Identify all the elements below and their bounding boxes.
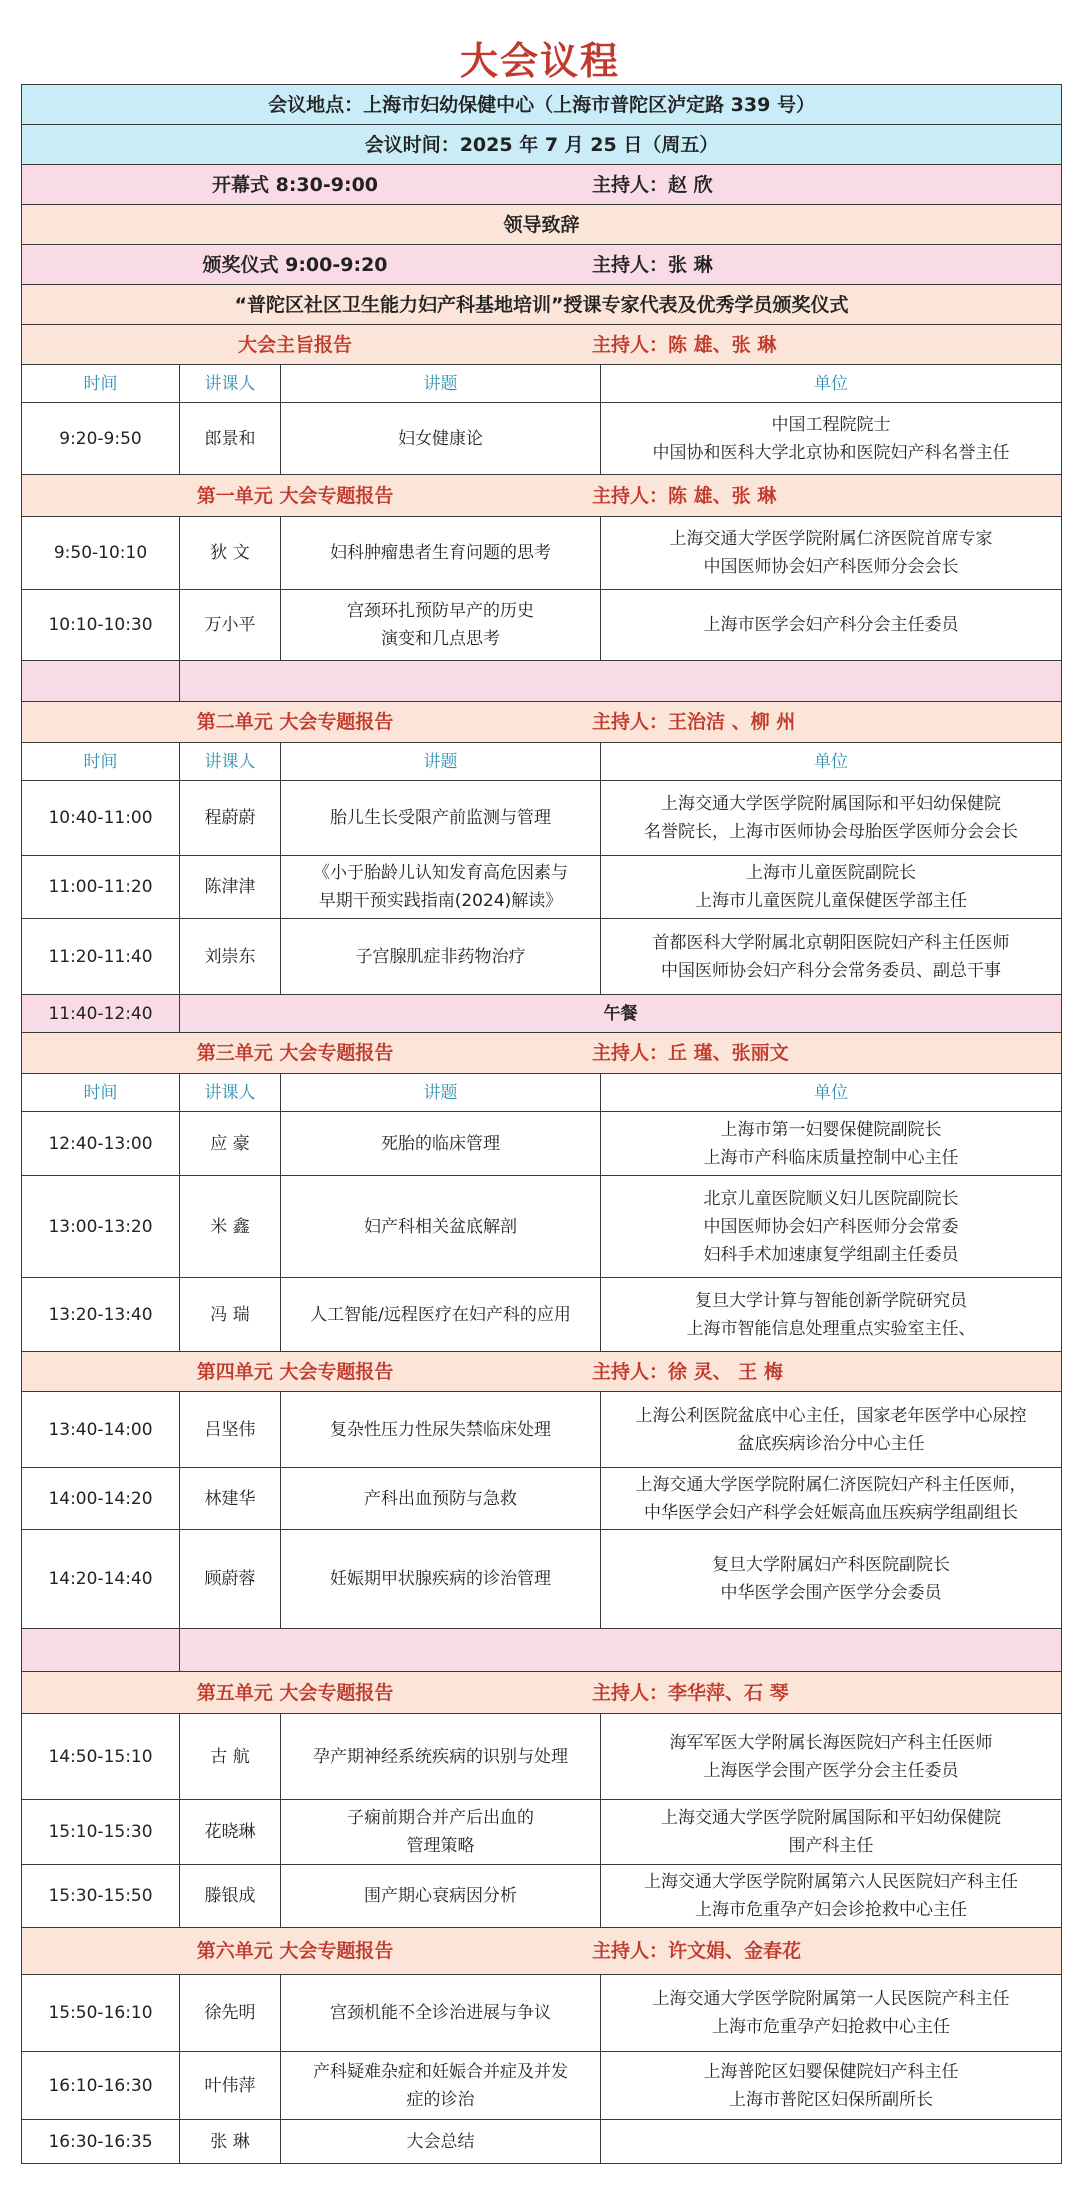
column-header-row: [22, 743, 1062, 781]
talk-topic: 大会总结: [281, 2120, 601, 2164]
talk-org: 北京儿童医院顺义妇儿医院副院长 中国医师协会妇产科医师分会常委 妇科手术加速康复学组副主任委员: [601, 1176, 1062, 1278]
column-header-row: [22, 365, 1062, 403]
unit3-header-content: [28, 1039, 1055, 1067]
unit2-header-label: 第二单元 大会专题报告: [196, 711, 394, 733]
column-header-org: 单位: [601, 743, 1062, 781]
unit6-header-content: [28, 1937, 1055, 1965]
talk-speaker: 叶伟萍: [180, 2052, 281, 2120]
talk-org: 首都医科大学附属北京朝阳医院妇产科主任医师 中国医师协会妇产科分会常务委员、副总干事: [601, 919, 1062, 995]
talk-org: 中国工程院院士 中国协和医科大学北京协和医院妇产科名誉主任: [601, 403, 1062, 475]
agenda-table: [21, 84, 1062, 2164]
award-row-cell: [22, 245, 1062, 285]
unit6-header-host: 主持人：许文娟、金春花: [592, 1940, 802, 1962]
talk-row: [22, 1112, 1062, 1176]
talk-speaker: 米 鑫: [180, 1176, 281, 1278]
unit1-header-label: 第一单元 大会专题报告: [196, 484, 394, 507]
talk-row: [22, 2052, 1062, 2120]
talk-time: 13:00-13:20: [22, 1176, 180, 1278]
talk-row: [22, 517, 1062, 590]
talk-speaker: 万小平: [180, 590, 281, 661]
talk-time: 14:20-14:40: [22, 1530, 180, 1629]
talk-topic: 围产期心衰病因分析: [281, 1865, 601, 1928]
unit3-header: [22, 1033, 1062, 1074]
talk-speaker: 陈津津: [180, 856, 281, 919]
award-title-row: [22, 285, 1062, 325]
leader-speech-row: [22, 205, 1062, 245]
talk-speaker: 程蔚蔚: [180, 781, 281, 856]
unit6-header: [22, 1928, 1062, 1975]
separator-cell: [180, 661, 1062, 702]
column-header-time: 时间: [22, 1074, 180, 1112]
talk-topic: 复杂性压力性尿失禁临床处理: [281, 1392, 601, 1468]
venue-row-text: 会议地点：上海市妇幼保健中心（上海市普陀区泸定路 339 号）: [22, 85, 1062, 125]
talk-topic: 人工智能/远程医疗在妇产科的应用: [281, 1278, 601, 1352]
talk-time: 14:00-14:20: [22, 1468, 180, 1530]
unit5-header-host: 主持人：李华萍、石 琴: [592, 1681, 789, 1704]
lunch-row: [22, 995, 1062, 1033]
award-row-host: 主持人：张 琳: [592, 253, 713, 276]
leader-speech-row-text: 领导致辞: [22, 205, 1062, 245]
talk-org: 上海普陀区妇婴保健院妇产科主任 上海市普陀区妇保所副所长: [601, 2052, 1062, 2120]
talk-time: 15:50-16:10: [22, 1975, 180, 2052]
talk-row: [22, 1800, 1062, 1865]
lunch-label: 午餐: [180, 995, 1062, 1033]
talk-org: 上海交通大学医学院附属仁济医院首席专家 中国医师协会妇产科医师分会会长: [601, 517, 1062, 590]
venue-row: [22, 85, 1062, 125]
talk-row: [22, 1176, 1062, 1278]
talk-time: 12:40-13:00: [22, 1112, 180, 1176]
talk-row: [22, 1714, 1062, 1800]
talk-row: [22, 590, 1062, 661]
talk-row: [22, 2120, 1062, 2164]
unit1-header-cell: [22, 475, 1062, 517]
talk-time: 13:40-14:00: [22, 1392, 180, 1468]
column-header-topic: 讲题: [281, 1074, 601, 1112]
opening-row-cell: [22, 165, 1062, 205]
unit6-header-cell: [22, 1928, 1062, 1975]
unit6-header-label: 第六单元 大会专题报告: [196, 1940, 394, 1962]
talk-speaker: 吕坚伟: [180, 1392, 281, 1468]
keynote-header-host: 主持人：陈 雄、张 琳: [592, 333, 777, 356]
talk-time: 9:20-9:50: [22, 403, 180, 475]
date-row-text: 会议时间：2025 年 7 月 25 日（周五）: [22, 125, 1062, 165]
talk-speaker: 徐先明: [180, 1975, 281, 2052]
talk-org: 上海交通大学医学院附属国际和平妇幼保健院 名誉院长，上海市医师协会母胎医学医师分会会长: [601, 781, 1062, 856]
talk-org: 上海交通大学医学院附属第六人民医院妇产科主任 上海市危重孕产妇会诊抢救中心主任: [601, 1865, 1062, 1928]
talk-row: [22, 1468, 1062, 1530]
talk-org: 上海公利医院盆底中心主任，国家老年医学中心尿控 盆底疾病诊治分中心主任: [601, 1392, 1062, 1468]
talk-speaker: 应 豪: [180, 1112, 281, 1176]
unit2-header-cell: [22, 702, 1062, 743]
talk-speaker: 花晓琳: [180, 1800, 281, 1865]
talk-topic: 妇科肿瘤患者生育问题的思考: [281, 517, 601, 590]
award-title-row-text: “普陀区社区卫生能力妇产科基地培训”授课专家代表及优秀学员颁奖仪式: [22, 285, 1062, 325]
opening-row-label: 开幕式 8:30-9:00: [212, 173, 379, 196]
talk-row: [22, 403, 1062, 475]
talk-row: [22, 1865, 1062, 1928]
separator-cell: [22, 661, 180, 702]
unit2-header-content: [28, 708, 1055, 736]
talk-time: 13:20-13:40: [22, 1278, 180, 1352]
talk-speaker: 冯 瑞: [180, 1278, 281, 1352]
unit5-header: [22, 1672, 1062, 1714]
talk-topic: 孕产期神经系统疾病的识别与处理: [281, 1714, 601, 1800]
opening-row: [22, 165, 1062, 205]
talk-time: 11:00-11:20: [22, 856, 180, 919]
keynote-header-cell: [22, 325, 1062, 365]
column-header-time: 时间: [22, 743, 180, 781]
talk-row: [22, 1278, 1062, 1352]
talk-row: [22, 856, 1062, 919]
talk-topic: 子宫腺肌症非药物治疗: [281, 919, 601, 995]
talk-topic: 胎儿生长受限产前监测与管理: [281, 781, 601, 856]
column-header-topic: 讲题: [281, 743, 601, 781]
talk-speaker: 滕银成: [180, 1865, 281, 1928]
talk-speaker: 郎景和: [180, 403, 281, 475]
unit1-header-content: [28, 482, 1055, 510]
lunch-time: 11:40-12:40: [22, 995, 180, 1033]
column-header-time: 时间: [22, 365, 180, 403]
talk-topic: 产科出血预防与急救: [281, 1468, 601, 1530]
unit5-header-label: 第五单元 大会专题报告: [196, 1681, 394, 1704]
talk-org: 上海交通大学医学院附属第一人民医院产科主任 上海市危重孕产妇抢救中心主任: [601, 1975, 1062, 2052]
opening-row-host: 主持人：赵 欣: [592, 173, 713, 196]
talk-row: [22, 1975, 1062, 2052]
unit4-header: [22, 1352, 1062, 1392]
award-row-content: [28, 251, 1055, 279]
unit2-header: [22, 702, 1062, 743]
talk-org: 海军军医大学附属长海医院妇产科主任医师 上海医学会围产医学分会主任委员: [601, 1714, 1062, 1800]
unit4-header-cell: [22, 1352, 1062, 1392]
unit1-header: [22, 475, 1062, 517]
unit3-header-label: 第三单元 大会专题报告: [196, 1042, 394, 1064]
talk-org: 复旦大学附属妇产科医院副院长 中华医学会围产医学分会委员: [601, 1530, 1062, 1629]
award-row-label: 颁奖仪式 9:00-9:20: [202, 253, 388, 276]
talk-time: 16:30-16:35: [22, 2120, 180, 2164]
talk-org: 上海市第一妇婴保健院副院长 上海市产科临床质量控制中心主任: [601, 1112, 1062, 1176]
talk-speaker: 狄 文: [180, 517, 281, 590]
talk-time: 14:50-15:10: [22, 1714, 180, 1800]
unit3-header-host: 主持人：丘 瑾、张丽文: [592, 1042, 789, 1064]
talk-row: [22, 1392, 1062, 1468]
talk-time: 10:10-10:30: [22, 590, 180, 661]
column-header-speaker: 讲课人: [180, 1074, 281, 1112]
column-header-org: 单位: [601, 365, 1062, 403]
opening-row-content: [28, 171, 1055, 199]
date-row: [22, 125, 1062, 165]
talk-time: 15:10-15:30: [22, 1800, 180, 1865]
talk-org: 上海交通大学医学院附属仁济医院妇产科主任医师， 中华医学会妇产科学会妊娠高血压疾病学组副组长: [601, 1468, 1062, 1530]
talk-time: 11:20-11:40: [22, 919, 180, 995]
keynote-header-label: 大会主旨报告: [238, 333, 353, 356]
unit2-header-host: 主持人：王治洁 、柳 州: [592, 711, 796, 733]
column-header-speaker: 讲课人: [180, 743, 281, 781]
talk-org: [601, 2120, 1062, 2164]
unit5-header-content: [28, 1679, 1055, 1707]
unit4-header-label: 第四单元 大会专题报告: [196, 1360, 394, 1383]
page-title: 大会议程: [459, 39, 620, 83]
column-header-topic: 讲题: [281, 365, 601, 403]
talk-org: 上海市医学会妇产科分会主任委员: [601, 590, 1062, 661]
talk-org: 复旦大学计算与智能创新学院研究员 上海市智能信息处理重点实验室主任、: [601, 1278, 1062, 1352]
talk-topic: 《小于胎龄儿认知发育高危因素与 早期干预实践指南(2024)解读》: [281, 856, 601, 919]
column-header-row: [22, 1074, 1062, 1112]
unit3-header-cell: [22, 1033, 1062, 1074]
unit5-header-cell: [22, 1672, 1062, 1714]
separator-row: [22, 1629, 1062, 1672]
column-header-speaker: 讲课人: [180, 365, 281, 403]
talk-topic: 死胎的临床管理: [281, 1112, 601, 1176]
keynote-header-content: [28, 331, 1055, 359]
separator-cell: [22, 1629, 180, 1672]
talk-org: 上海市儿童医院副院长 上海市儿童医院儿童保健医学部主任: [601, 856, 1062, 919]
talk-speaker: 古 航: [180, 1714, 281, 1800]
talk-time: 9:50-10:10: [22, 517, 180, 590]
award-row: [22, 245, 1062, 285]
talk-time: 10:40-11:00: [22, 781, 180, 856]
talk-org: 上海交通大学医学院附属国际和平妇幼保健院 围产科主任: [601, 1800, 1062, 1865]
talk-row: [22, 919, 1062, 995]
separator-row: [22, 661, 1062, 702]
column-header-org: 单位: [601, 1074, 1062, 1112]
talk-topic: 子痫前期合并产后出血的 管理策略: [281, 1800, 601, 1865]
unit1-header-host: 主持人：陈 雄、张 琳: [592, 484, 777, 507]
unit4-header-host: 主持人：徐 灵、 王 梅: [592, 1360, 783, 1383]
talk-time: 16:10-16:30: [22, 2052, 180, 2120]
separator-cell: [180, 1629, 1062, 1672]
keynote-header: [22, 325, 1062, 365]
talk-speaker: 张 琳: [180, 2120, 281, 2164]
talk-topic: 产科疑难杂症和妊娠合并症及并发 症的诊治: [281, 2052, 601, 2120]
talk-topic: 妇女健康论: [281, 403, 601, 475]
talk-speaker: 刘崇东: [180, 919, 281, 995]
talk-row: [22, 1530, 1062, 1629]
talk-topic: 宫颈环扎预防早产的历史 演变和几点思考: [281, 590, 601, 661]
talk-time: 15:30-15:50: [22, 1865, 180, 1928]
talk-topic: 宫颈机能不全诊治进展与争议: [281, 1975, 601, 2052]
unit4-header-content: [28, 1358, 1055, 1386]
talk-topic: 妊娠期甲状腺疾病的诊治管理: [281, 1530, 601, 1629]
talk-speaker: 林建华: [180, 1468, 281, 1530]
talk-topic: 妇产科相关盆底解剖: [281, 1176, 601, 1278]
talk-row: [22, 781, 1062, 856]
talk-speaker: 顾蔚蓉: [180, 1530, 281, 1629]
